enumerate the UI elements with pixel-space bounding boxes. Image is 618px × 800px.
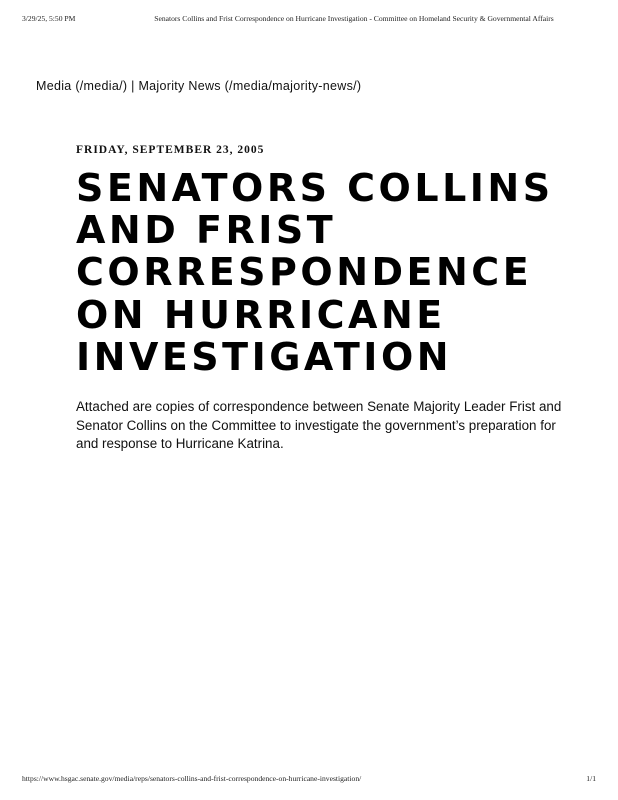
print-url: https://www.hsgac.senate.gov/media/reps/senators-collins-and-frist-correspondence-on-hurricane-investigation/ <box>22 774 362 783</box>
article <box>76 144 566 454</box>
breadcrumb <box>36 79 361 93</box>
print-datetime: 3/29/25, 5:50 PM <box>22 14 76 23</box>
print-page-title: Senators Collins and Frist Correspondence on Hurricane Investigation - Committee on Homeland Security & Governmental Affairs <box>154 14 554 23</box>
article-title: SENATORS COLLINS AND FRIST CORRESPONDENCE ON HURRICANE INVESTIGATION <box>76 166 554 379</box>
print-header <box>22 14 596 26</box>
print-page-number: 1/1 <box>586 774 596 783</box>
breadcrumb-majority-news-link[interactable]: Majority News (/media/majority-news/) <box>138 79 362 93</box>
article-body: Attached are copies of correspondence between Senate Majority Leader Frist and Senator Collins on the Committee to investigate the government’s preparation for and response to Hurricane Katrina. <box>76 399 562 452</box>
breadcrumb-separator: | <box>127 79 139 93</box>
print-footer <box>22 774 596 786</box>
breadcrumb-media-link[interactable]: Media (/media/) <box>36 79 128 93</box>
article-date: FRIDAY, SEPTEMBER 23, 2005 <box>76 144 265 156</box>
